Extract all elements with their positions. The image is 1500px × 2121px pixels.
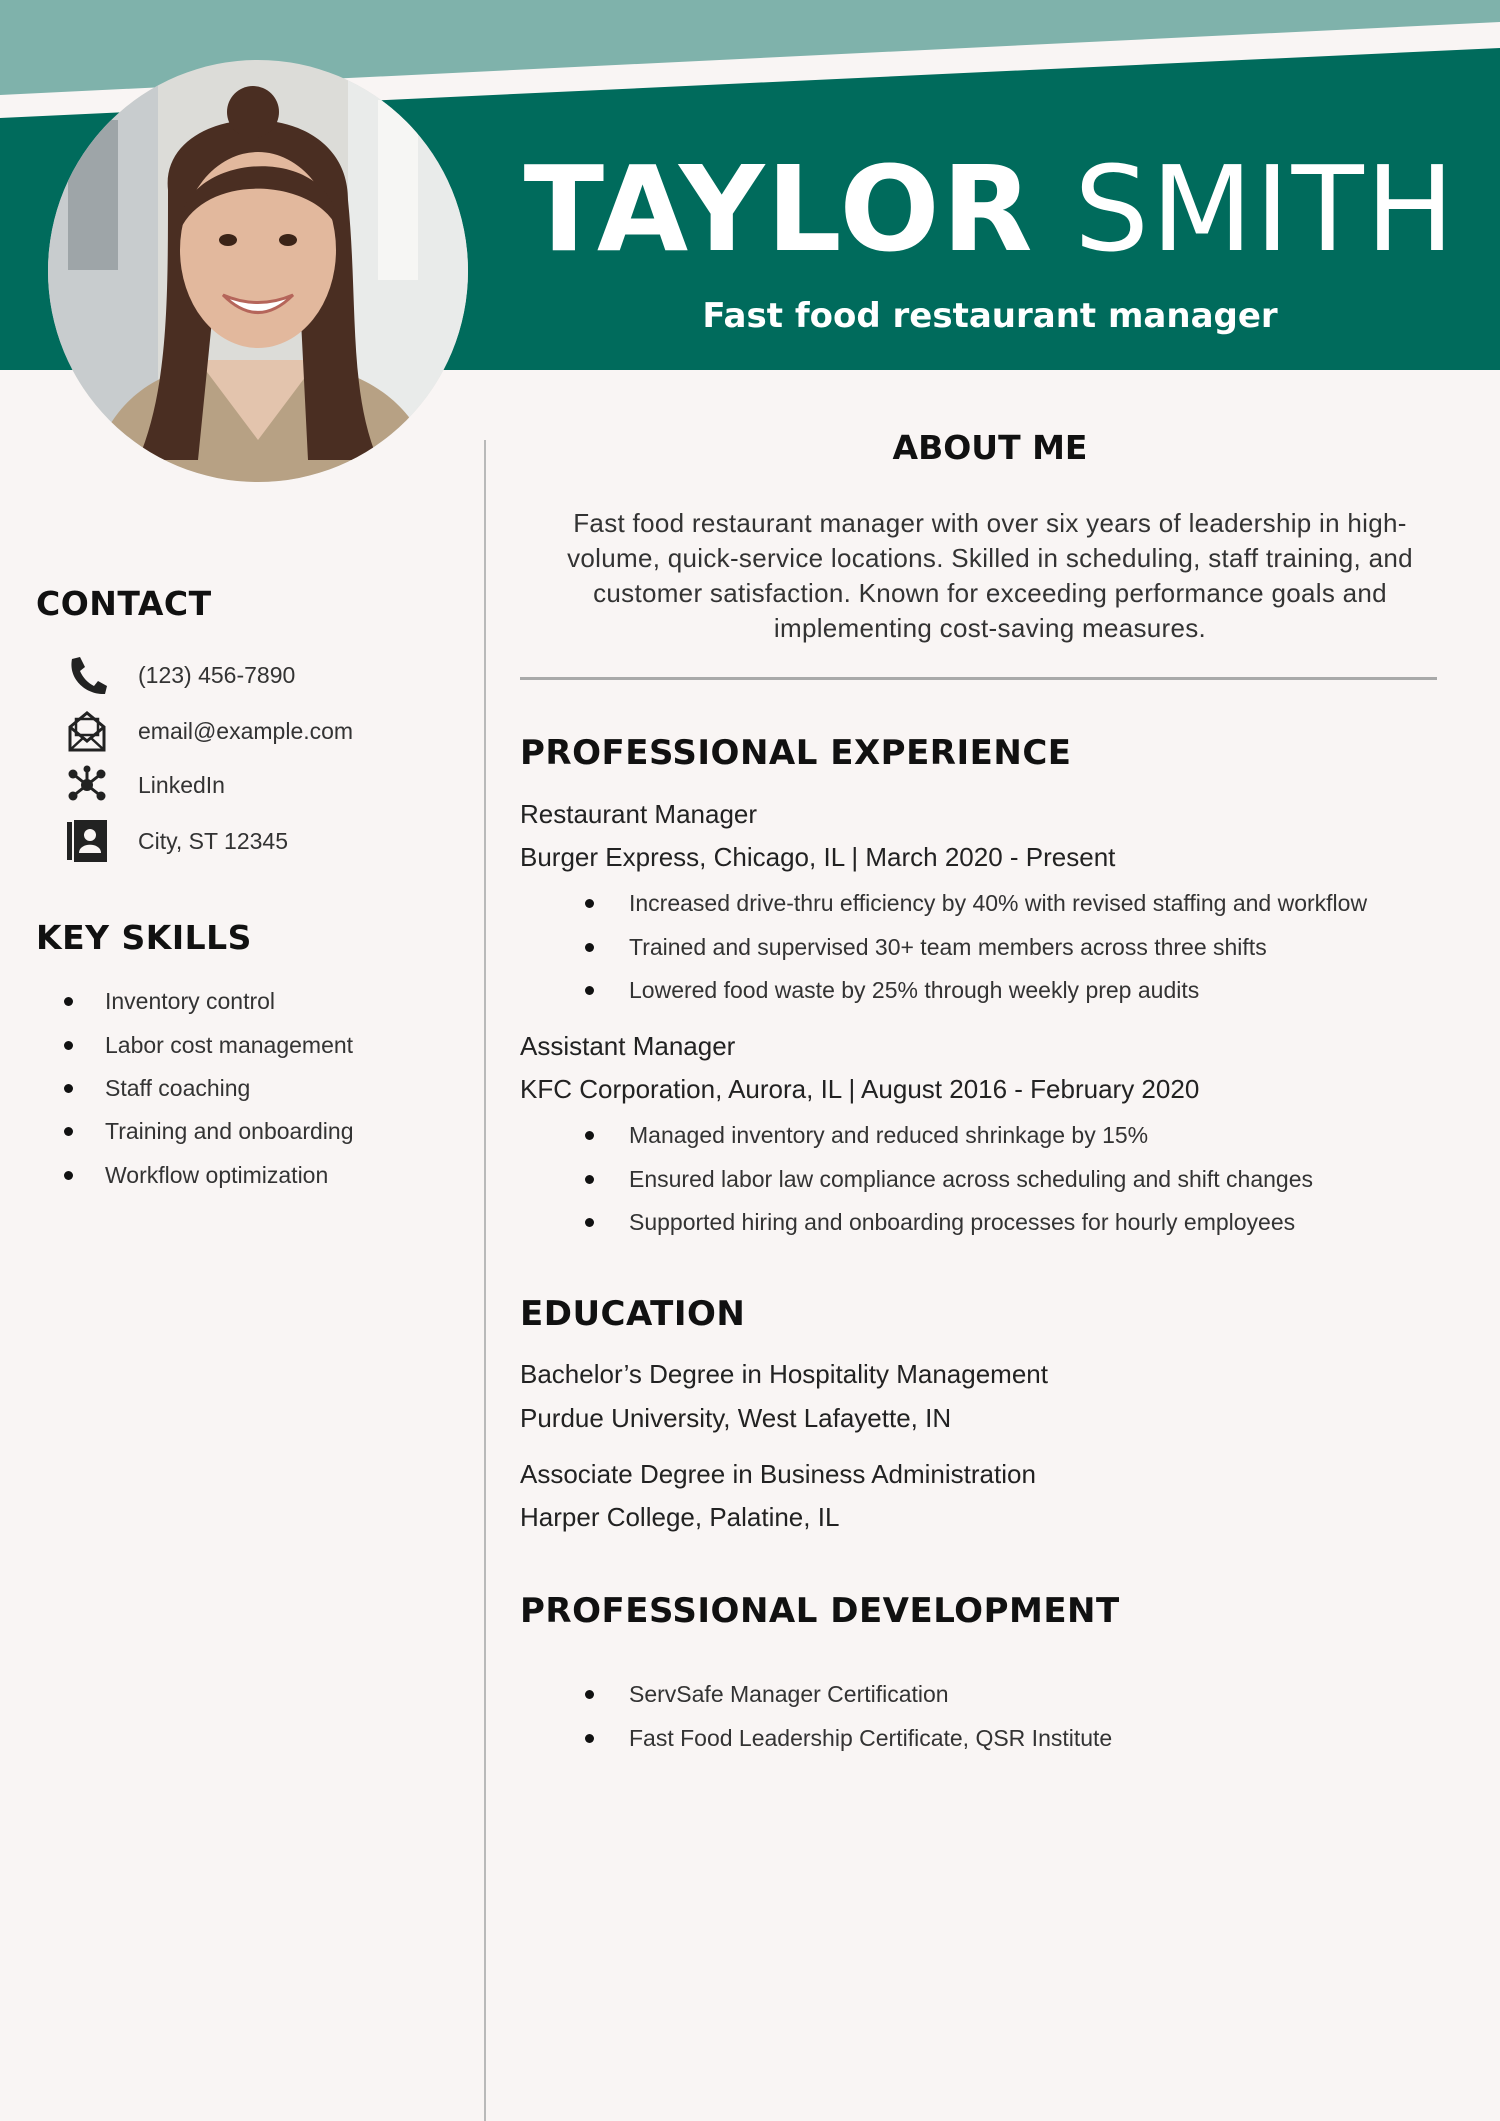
first-name: TAYLOR [523,140,1035,278]
contact-address [62,817,288,865]
list-item [585,882,1367,925]
skill-text: Workflow optimization [105,1161,329,1188]
bullet-dot [585,986,594,995]
bullet-dot [585,899,594,908]
job-title-1: Restaurant Manager [520,799,758,829]
bullet-dot [64,1171,73,1180]
school-2: Harper College, Palatine, IL [520,1502,840,1532]
list-item [585,1201,1313,1244]
column-divider [484,440,486,2121]
list-item [585,1157,1313,1200]
about-heading: ABOUT ME [892,428,1088,467]
list-item [585,1673,1112,1716]
skill-text: Labor cost management [105,1031,354,1058]
contact-phone [62,651,295,699]
bullet-dot [585,1734,594,1743]
section-divider [520,677,1437,680]
linkedin-icon [62,762,112,808]
bullet-text: Trained and supervised 30+ team members across three shifts [629,933,1267,960]
job-bullets-1 [585,882,1367,1012]
contact-linkedin [62,761,225,809]
address-icon [62,818,112,864]
development-list [585,1673,1112,1760]
job-title-2: Assistant Manager [520,1031,736,1061]
bullet-text: Fast Food Leadership Certificate, QSR Institute [629,1724,1113,1751]
email-icon [62,708,112,754]
bullet-text: Increased drive-thru efficiency by 40% with revised staffing and workflow [629,890,1368,917]
last-name: SMITH [1074,140,1457,278]
bullet-dot [64,997,73,1006]
bullet-dot [585,1175,594,1184]
contact-email [62,707,353,755]
bullet-dot [64,1041,73,1050]
linkedin-text: LinkedIn [138,771,225,798]
list-item [64,1023,354,1066]
school-1: Purdue University, West Lafayette, IN [520,1403,952,1433]
bullet-dot [64,1084,73,1093]
bullet-text: Ensured labor law compliance across scheduling and shift changes [629,1165,1314,1192]
list-item [585,925,1367,968]
skill-text: Training and onboarding [105,1118,354,1145]
profile-photo [48,60,468,482]
job-title: Fast food restaurant manager [702,296,1278,336]
bullet-dot [585,1218,594,1227]
experience-heading: PROFESSIONAL EXPERIENCE [520,733,1072,773]
job-company-1: Burger Express, Chicago, IL | March 2020 - Present [520,842,1116,872]
job-company-2: KFC Corporation, Aurora, IL | August 2016 - February 2020 [520,1074,1200,1104]
skills-list [64,980,354,1197]
bullet-dot [585,1690,594,1699]
bullet-dot [585,943,594,952]
bullet-text: Managed inventory and reduced shrinkage by 15% [629,1122,1149,1149]
list-item [585,1716,1112,1759]
bullet-text: Lowered food waste by 25% through weekly prep audits [629,976,1200,1003]
list-item [585,1114,1313,1157]
bullet-text: ServSafe Manager Certification [629,1681,949,1708]
bullet-dot [585,1131,594,1140]
bullet-dot [64,1127,73,1136]
candidate-name [520,140,1460,278]
list-item [64,1110,354,1153]
address-text: City, ST 12345 [138,827,289,854]
list-item [64,1154,354,1197]
about-text: Fast food restaurant manager with over six years of leadership in high-volume, quick-service locations. Skilled in scheduling, staff training, and customer satisfaction. Known for exceeding performance goals and implementing cost-saving measures. [567,508,1413,643]
skill-text: Staff coaching [105,1074,251,1101]
education-heading: EDUCATION [520,1294,746,1334]
list-item [64,980,354,1023]
phone-text: (123) 456-7890 [138,661,296,688]
development-heading: PROFESSIONAL DEVELOPMENT [520,1591,1120,1631]
phone-icon [62,652,112,698]
skills-heading: KEY SKILLS [36,918,252,957]
list-item [64,1067,354,1110]
email-text: email@example.com [138,717,354,744]
job-bullets-2 [585,1114,1313,1244]
degree-2: Associate Degree in Business Administration [520,1459,1036,1489]
bullet-text: Supported hiring and onboarding processes for hourly employees [629,1208,1296,1235]
degree-1: Bachelor’s Degree in Hospitality Management [520,1359,1048,1389]
contact-heading: CONTACT [36,584,212,623]
list-item [585,969,1367,1012]
skill-text: Inventory control [105,988,276,1015]
